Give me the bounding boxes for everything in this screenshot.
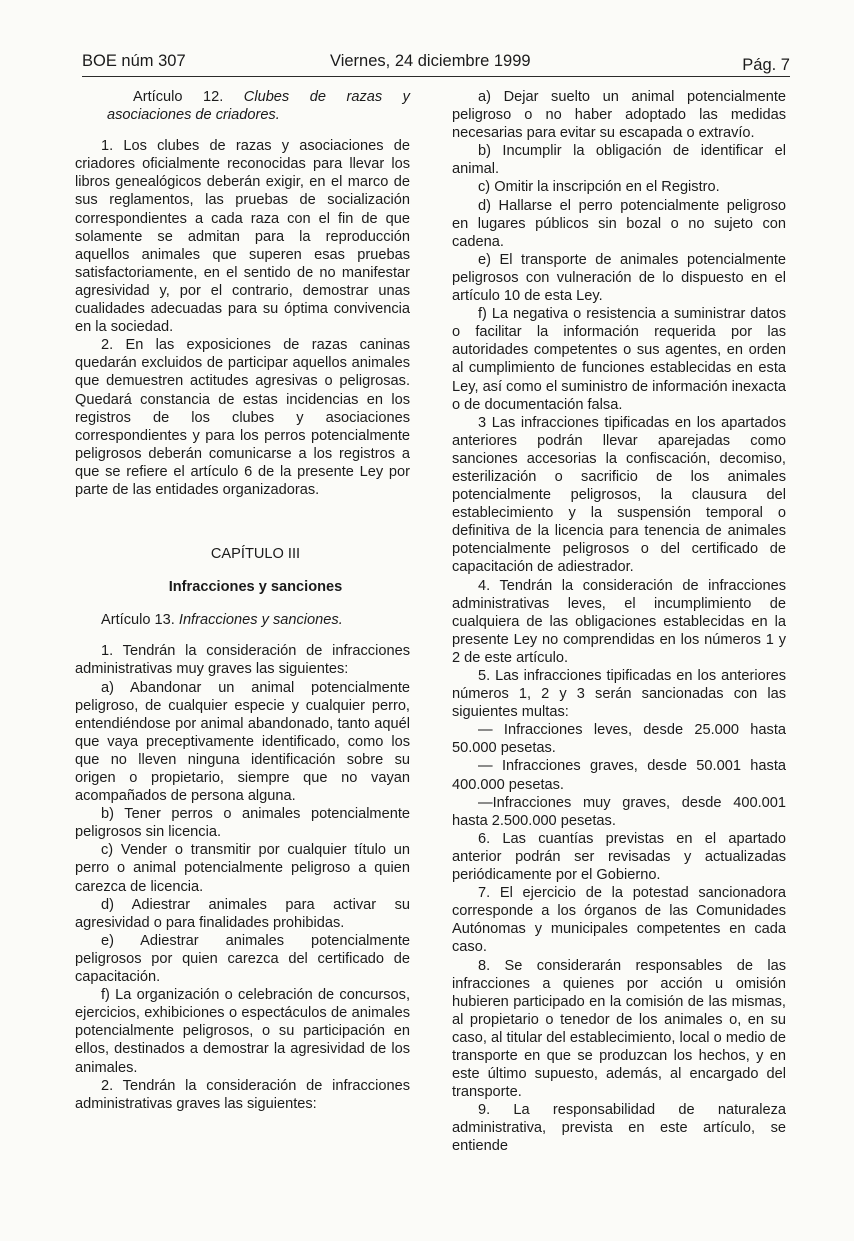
- list-item: b) Incumplir la obligación de identificar el animal.: [452, 143, 786, 178]
- paragraph: 2. Tendrán la consideración de infracciones administrativas graves las siguientes:: [75, 1077, 410, 1112]
- list-item: c) Vender o transmitir por cualquier título un perro o animal potencialmente peligroso a quien carezca de licencia.: [75, 842, 410, 895]
- list-item: c) Omitir la inscripción en el Registro.: [478, 179, 720, 196]
- paragraph: 4. Tendrán la consideración de infracciones administrativas leves, el incumplimiento de cualquiera de las obligaciones establecidas en la presente Ley no comprendidas en los números 1 y 2 de este artículo.: [452, 577, 786, 666]
- paragraph: 6. Las cuantías previstas en el apartado anterior podrán ser revisadas y actualizadas periódicamente por el Gobierno.: [452, 830, 786, 884]
- section-heading: Infracciones y sanciones: [168, 579, 343, 596]
- page-header: [82, 50, 790, 77]
- article-12-label: Artículo 12.: [133, 89, 224, 105]
- list-item: f) La negativa o resistencia a suministrar datos o facilitar la información requerida por las autoridades competentes o sus agentes, en orden al cumplimiento de funciones establecidas en esta Ley, así como el suministro de información inexacta o de documentación falsa.: [452, 306, 786, 413]
- paragraph: 1. Tendrán la consideración de infracciones administrativas muy graves las siguientes:: [75, 643, 410, 678]
- list-item: d) Hallarse el perro potencialmente peligroso en lugares públicos sin bozal o no sujeto con cadena.: [452, 197, 786, 250]
- list-item: e) Adiestrar animales potencialmente peligrosos por quien carezca del certificado de capacitación.: [75, 932, 410, 986]
- paragraph: 1. Los clubes de razas y asociaciones de criadores oficialmente reconocidas para llevar los libros genealógicos deberán exigir, en el marco de sus reglamentos, las pruebas de socialización correspondientes a cada raza con el fin de que solamente se admitan para la reproducción aquellos animales que superen esas pruebas satisfactoriamente, en el sentido de no manifestar agresividad y, por el contrario, demostrar unas cualidades adecuadas para su óptima convivencia en la sociedad.: [75, 138, 410, 336]
- paragraph: 3 Las infracciones tipificadas en los apartados anteriores podrán llevar aparejadas como sanciones accesorias la confiscación, decomiso, esterilización o sacrificio de los animales potencialmente peligrosos, la clausura del establecimiento y la suspensión temporal o definitiva de la licencia para tenencia de animales potencialmente peligrosos o del certificado de capacitación de adiestrador.: [452, 414, 786, 576]
- article-13-title: Infracciones y sanciones.: [178, 612, 343, 629]
- list-item: d) Adiestrar animales para activar su agresividad o para finalidades prohibidas.: [75, 896, 410, 931]
- right-column: [452, 88, 786, 1156]
- list-item: e) El transporte de animales potencialmente peligrosos con vulneración de lo dispuesto en el artículo 10 de esta Ley.: [452, 251, 786, 305]
- paragraph: 7. El ejercicio de la potestad sancionadora corresponde a los órganos de las Comunidades Autónomas y municipales competentes en cada caso.: [452, 885, 786, 956]
- article-12-heading: [75, 88, 410, 124]
- publication-date: Viernes, 24 diciembre 1999: [330, 52, 531, 70]
- list-item: a) Abandonar un animal potencialmente peligroso, de cualquier especie y cualquier perro, entendiéndose por animal abandonado, tanto aquél que vaya preceptivamente identificado, como los que no lleven ninguna identificación sobre su origen o propietario, siempre que no vayan acompañados de persona alguna.: [75, 679, 410, 805]
- list-item: — Infracciones leves, desde 25.000 hasta 50.000 pesetas.: [452, 722, 786, 757]
- paragraph: 5. Las infracciones tipificadas en los anteriores números 1, 2 y 3 serán sancionadas con las siguientes multas:: [452, 668, 786, 721]
- list-item: — Infracciones graves, desde 50.001 hasta 400.000 pesetas.: [452, 758, 786, 793]
- article-13-label: Artículo 13.: [101, 612, 175, 629]
- list-item: —Infracciones muy graves, desde 400.001 hasta 2.500.000 pesetas.: [452, 794, 786, 829]
- article-12-title: Clubes de razas y asociaciones de criadores.: [107, 89, 410, 124]
- page-number: Pág. 7: [742, 56, 790, 74]
- paragraph: 9. La responsabilidad de naturaleza administrativa, prevista en este artículo, se entiende: [452, 1102, 786, 1155]
- list-item: f) La organización o celebración de concursos, ejercicios, exhibiciones o espectáculos de animales potencialmente peligrosos, o su participación en ellos, destinados a demostrar la agresividad de los animales.: [75, 987, 410, 1076]
- bulletin-number: BOE núm 307: [82, 52, 186, 70]
- paragraph: 2. En las exposiciones de razas caninas quedarán excluidos de participar aquellos animales que demuestren actitudes agresivas o peligrosas. Quedará constancia de estas incidencias en los registros de los clubes y asociaciones correspondientes y para los perros potencialmente peligrosos deberán comunicarse a los registros a que se refiere el artículo 6 de la presente Ley por parte de las entidades organizadoras.: [75, 337, 410, 498]
- left-column: [75, 88, 410, 1113]
- paragraph: 8. Se considerarán responsables de las infracciones a quienes por acción u omisión hubieren participado en la comisión de las mismas, al propietario o tenedor de los animales o, en su caso, al titular del establecimiento, local o medio de transporte en que se produzcan los hechos, y en este último supuesto, además, al encargado del transporte.: [452, 957, 786, 1101]
- chapter-heading: CAPÍTULO III: [210, 546, 301, 563]
- list-item: b) Tener perros o animales potencialmente peligrosos sin licencia.: [75, 806, 410, 841]
- list-item: a) Dejar suelto un animal potencialmente peligroso o no haber adoptado las medidas necesarias para evitar su escapada o extravío.: [452, 89, 786, 142]
- article-13-heading: [75, 611, 410, 629]
